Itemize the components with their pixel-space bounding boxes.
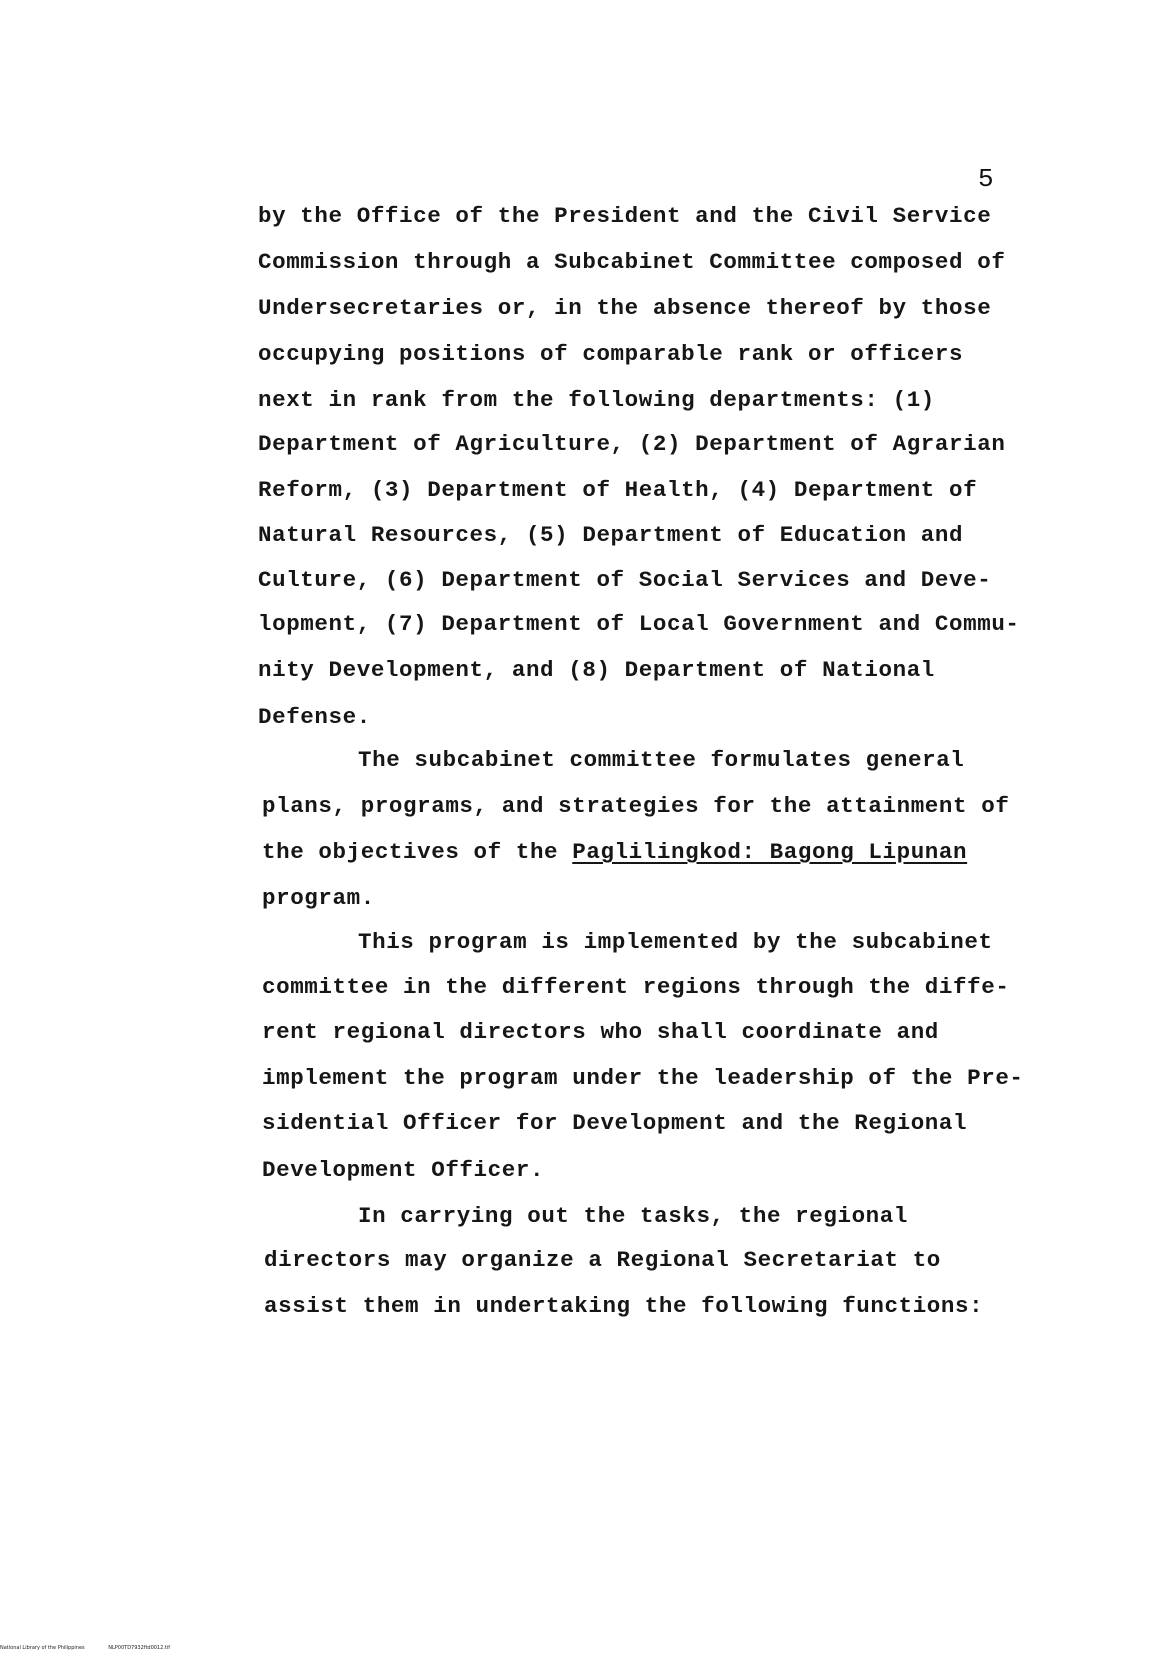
page-number: 5 xyxy=(978,164,994,194)
text-line: Defense. xyxy=(258,704,371,730)
text-line: Undersecretaries or, in the absence thereof by those xyxy=(258,295,992,321)
scan-footer xyxy=(0,1645,192,1651)
text-line: This program is implemented by the subcabinet xyxy=(358,929,993,955)
text-line: In carrying out the tasks, the regional xyxy=(358,1203,908,1229)
text-line: rent regional directors who shall coordinate and xyxy=(262,1019,939,1045)
text-line: implement the program under the leadership of the Pre- xyxy=(262,1065,1024,1091)
text-segment: the objectives of the xyxy=(262,839,573,865)
text-line: Reform, (3) Department of Health, (4) Department of xyxy=(258,477,978,503)
text-line: occupying positions of comparable rank or officers xyxy=(258,341,964,367)
text-line: assist them in undertaking the following functions: xyxy=(264,1293,984,1319)
program-title: Paglilingkod: Bagong Lipunan xyxy=(572,839,968,865)
text-line: directors may organize a Regional Secretariat to xyxy=(264,1247,941,1273)
text-line: Department of Agriculture, (2) Department of Agrarian xyxy=(258,431,1006,457)
text-line: by the Office of the President and the Civil Service xyxy=(258,203,992,229)
text-line: nity Development, and (8) Department of National xyxy=(258,657,935,683)
text-line: sidential Officer for Development and the Regional xyxy=(262,1110,968,1136)
text-line: Culture, (6) Department of Social Services and Deve- xyxy=(258,567,992,593)
text-line: program. xyxy=(262,885,375,911)
text-line: The subcabinet committee formulates general xyxy=(358,747,965,773)
text-line: lopment, (7) Department of Local Government and Commu- xyxy=(258,611,1020,637)
text-line: Natural Resources, (5) Department of Education and xyxy=(258,522,964,548)
text-line: Commission through a Subcabinet Committee composed of xyxy=(258,249,1006,275)
text-line: plans, programs, and strategies for the attainment of xyxy=(262,793,1010,819)
text-line xyxy=(262,838,967,866)
text-line: Development Officer. xyxy=(262,1157,545,1183)
footer-file: NLP00TD7932ftd0012.tif xyxy=(108,1645,170,1651)
footer-library: National Library of the Philippines xyxy=(0,1645,85,1651)
text-line: committee in the different regions through the diffe- xyxy=(262,974,1010,1000)
text-line: next in rank from the following departments: (1) xyxy=(258,387,935,413)
